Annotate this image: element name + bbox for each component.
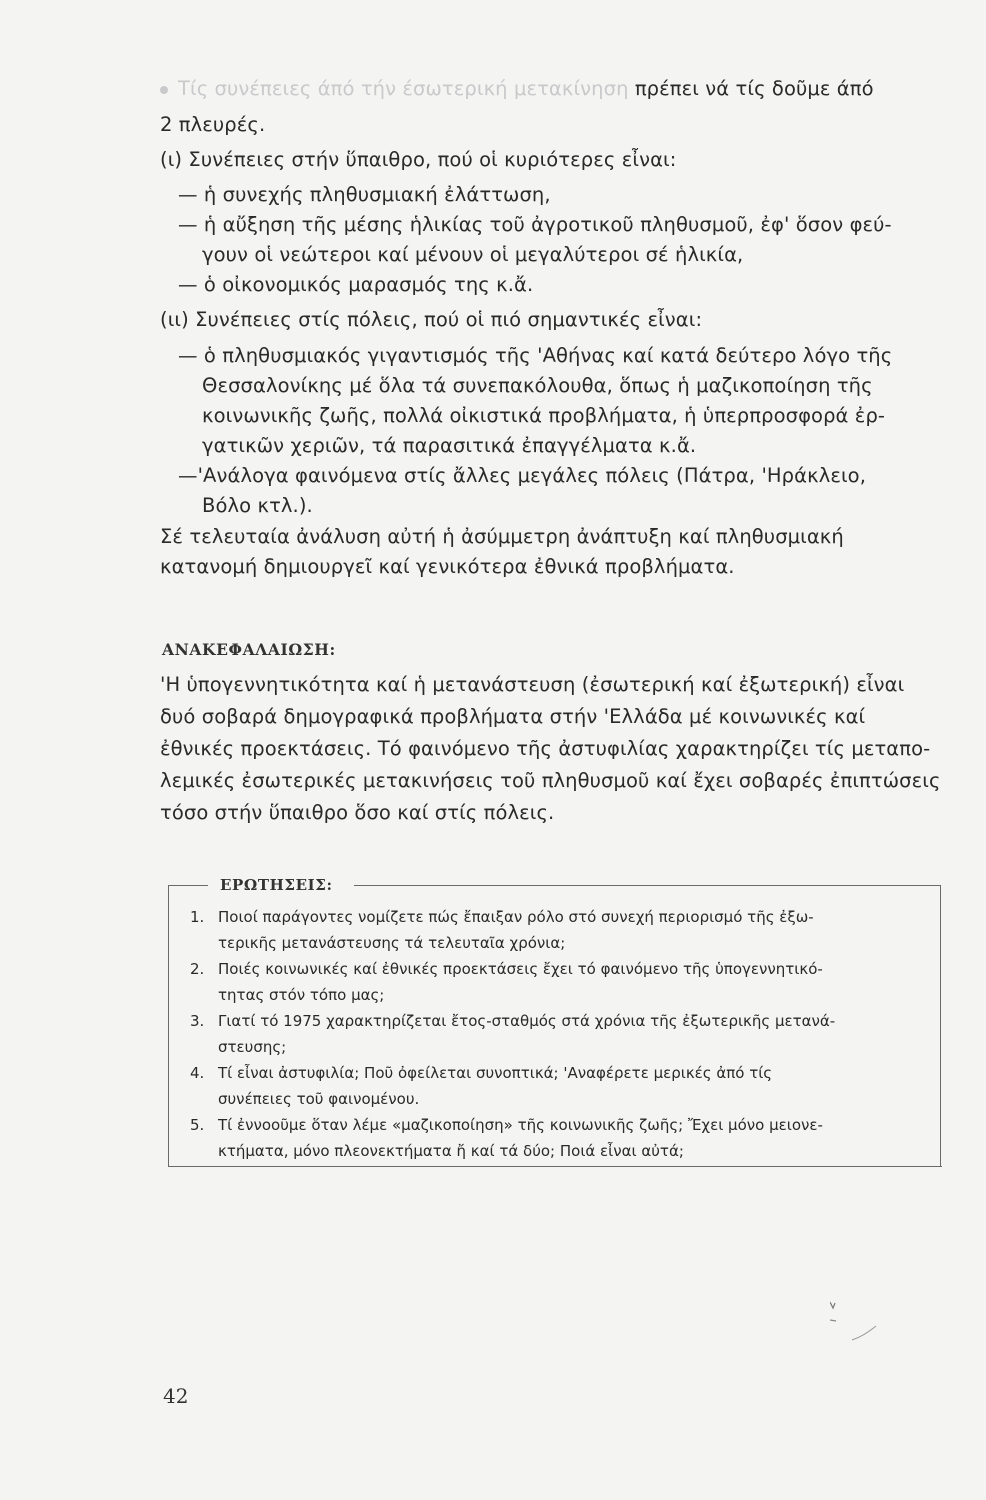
- question-number: 3.: [190, 1012, 205, 1030]
- countryside-item-2: — ἡ αὔξηση τῆς μέσης ἡλικίας τοῦ ἀγροτικοῦ πληθυσμοῦ, ἐφ' ὅσον φεύ-: [178, 213, 892, 236]
- question-line-2: τητας στόν τόπο μας;: [218, 985, 385, 1004]
- question-item: [190, 905, 930, 956]
- scan-speck-marks: [830, 1300, 910, 1360]
- question-number: 1.: [190, 908, 205, 926]
- intro-line-1-rest: πρέπει νά τίς δοῦμε άπό: [628, 77, 874, 100]
- summary-paragraph: [160, 670, 941, 828]
- intro-paragraph: [160, 74, 930, 140]
- conclusion-line-2: κατανομή δημιουργεῖ καί γενικότερα ἐθνικά προβλήματα.: [160, 555, 735, 578]
- summary-line-1: 'Η ὑπογεννητικότητα καί ἡ μετανάστευση (ἐσωτερική καί ἐξωτερική) εἶναι: [160, 673, 905, 696]
- question-line-1: Τί ἐννοοῦμε ὅταν λέμε «μαζικοποίηση» τῆς κοινωνικῆς ζωῆς; Ἔχει μόνο μειονε-: [218, 1116, 823, 1134]
- cities-item-2: —'Ανάλογα φαινόμενα στίς ἄλλες μεγάλες πόλεις (Πάτρα, 'Ηράκλειο,: [178, 464, 867, 487]
- page-number: 42: [163, 1384, 189, 1408]
- questions-heading: ΕΡΩΤΗΣΕΙΣ:: [216, 876, 337, 894]
- countryside-item-2-cont: γουν οἱ νεώτεροι καί μένουν οἱ μεγαλύτεροι σέ ἡλικία,: [202, 243, 744, 266]
- question-number: 4.: [190, 1064, 205, 1082]
- intro-line-2: 2 πλευρές.: [160, 113, 266, 136]
- question-line-1: Ποιοί παράγοντες νομίζετε πώς ἔπαιξαν ρόλο στό συνεχή περιορισμό τῆς ἐξω-: [218, 908, 814, 926]
- question-line-2: στευσης;: [218, 1037, 287, 1056]
- questions-list: [190, 905, 930, 1164]
- question-item: [190, 1009, 930, 1060]
- summary-line-2: δυό σοβαρά δημογραφικά προβλήματα στήν 'Ελλάδα μέ κοινωνικές καί: [160, 705, 866, 728]
- question-item: [190, 1061, 930, 1112]
- conclusion-line-1: Σέ τελευταία ἀνάλυση αὐτή ἡ ἀσύμμετρη ἀνάπτυξη καί πληθυσμιακή: [160, 525, 844, 548]
- cities-item-1-cont-2: κοινωνικῆς ζωῆς, πολλά οἰκιστικά προβλήματα, ἡ ὑπερπροσφορά ἐρ-: [202, 404, 886, 427]
- intro-line-1: [160, 74, 930, 104]
- question-line-2: συνέπειες τοῦ φαινομένου.: [218, 1089, 420, 1108]
- questions-box-border-left: [168, 885, 169, 1167]
- question-item: [190, 1113, 930, 1164]
- countryside-section: [160, 145, 930, 300]
- cities-item-1-cont-3: γατικῶν χεριῶν, τά παρασιτικά ἐπαγγέλματα κ.ἄ.: [202, 434, 697, 457]
- countryside-item-1: — ἡ συνεχής πληθυσμιακή ἐλάττωση,: [178, 183, 551, 206]
- questions-box-border-bottom: [168, 1166, 942, 1167]
- question-line-1: Τί εἶναι ἀστυφιλία; Ποῦ ὀφείλεται συνοπτικά; 'Αναφέρετε μερικές ἀπό τίς: [218, 1064, 773, 1082]
- question-line-1: Ποιές κοινωνικές καί ἐθνικές προεκτάσεις ἔχει τό φαινόμενο τῆς ὑπογεννητικό-: [218, 960, 823, 978]
- question-number: 2.: [190, 960, 205, 978]
- question-line-2: τερικῆς μετανάστευσης τά τελευταῖα χρόνια;: [218, 933, 566, 952]
- cities-item-1: — ὁ πληθυσμιακός γιγαντισμός τῆς 'Αθήνας καί κατά δεύτερο λόγο τῆς: [178, 344, 893, 367]
- cities-item-2-cont: Βόλο κτλ.).: [202, 494, 313, 517]
- cities-section: [160, 305, 930, 521]
- conclusion-paragraph: [160, 522, 930, 582]
- summary-line-4: λεμικές ἐσωτερικές μετακινήσεις τοῦ πληθυσμοῦ καί ἔχει σοβαρές ἐπιπτώσεις: [160, 769, 941, 792]
- question-number: 5.: [190, 1116, 205, 1134]
- countryside-heading: (ι) Συνέπειες στήν ὕπαιθρο, πού οἱ κυριότερες εἶναι:: [160, 148, 677, 171]
- summary-line-5: τόσο στήν ὕπαιθρο ὅσο καί στίς πόλεις.: [160, 801, 555, 824]
- summary-heading: ΑΝΑΚΕΦΑΛΑΙΩΣΗ:: [162, 640, 336, 659]
- intro-faded-text: Τίς συνέπειες άπό τήν έσωτερική μετακίνηση: [178, 77, 629, 100]
- questions-box-border-right: [940, 885, 941, 1167]
- cities-heading: (ιι) Συνέπειες στίς πόλεις, πού οἱ πιό σημαντικές εἶναι:: [160, 308, 703, 331]
- question-line-2: κτήματα, μόνο πλεονεκτήματα ἤ καί τά δύο; Ποιά εἶναι αὐτά;: [218, 1141, 684, 1160]
- questions-box-border-top-right: [354, 885, 941, 886]
- summary-line-3: ἐθνικές προεκτάσεις. Τό φαινόμενο τῆς ἀστυφιλίας χαρακτηρίζει τίς μεταπο-: [160, 737, 931, 760]
- bullet-icon: [160, 86, 168, 94]
- cities-item-1-cont-1: Θεσσαλονίκης μέ ὅλα τά συνεπακόλουθα, ὅπως ἡ μαζικοποίηση τῆς: [202, 374, 873, 397]
- question-line-1: Γιατί τό 1975 χαρακτηρίζεται ἔτος-σταθμός στά χρόνια τῆς ἐξωτερικῆς μετανά-: [218, 1012, 836, 1030]
- questions-box-border-top-left: [168, 885, 208, 886]
- question-item: [190, 957, 930, 1008]
- countryside-item-3: — ὁ οἰκονομικός μαρασμός της κ.ἄ.: [178, 273, 534, 296]
